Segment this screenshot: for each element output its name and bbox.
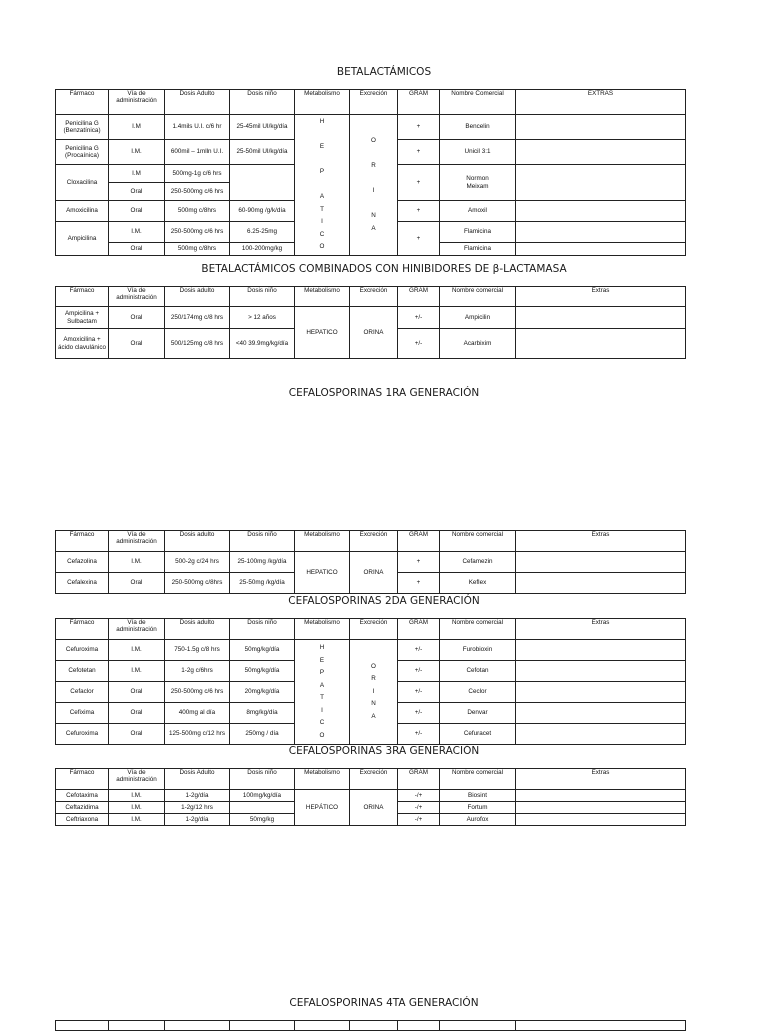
metabolismo-letter: T [320,694,324,701]
cell-dosis-adulto: 250/174mg c/8 hrs [165,307,230,329]
table-cefalosporinas-4ta [55,1020,686,1031]
excrecion-letter: I [372,687,375,695]
cell-gram: + [398,115,440,140]
cell-nombre-comercial: Furobioxin [440,640,516,661]
cell-empty [350,1021,398,1031]
header-extras: Extras [516,769,686,790]
cell-nombre-comercial: Ampicilin [440,307,516,329]
cell-dosis-adulto: 250-500mg c/6 hrs [165,183,230,201]
cell-dosis-nino: 20mg/kg/día [230,682,295,703]
cell-via: I.M. [109,552,165,573]
cell-dosis-adulto: 500mg c/8hrs [165,243,230,256]
cell-via: Oral [109,682,165,703]
header-gram: GRAM [398,769,440,790]
cell-nombre-comercial: Unicil 3:1 [440,140,516,165]
cell-extras [516,573,686,594]
excrecion-letter: N [371,212,376,219]
header-extras: Extras [516,287,686,307]
header-dosis-adulto: Dosis adulto [165,287,230,307]
section-title-betalactamicos: BETALACTÁMICOS [336,66,432,78]
header-farmaco: Fármaco [56,769,109,790]
section-title-cefalosporinas-1ra: CEFALOSPORINAS 1RA GENERACIÓN [288,387,480,399]
metabolismo-letter: A [319,681,325,689]
header-farmaco: Fármaco [56,287,109,307]
cell-via: Oral [109,183,165,201]
section-title-cefalosporinas-4ta: CEFALOSPORINAS 4TA GENERACIÓN [289,997,479,1009]
header-nombre-comercial: Nombre comercial [440,769,516,790]
header-metabolismo: Metabolismo [295,287,350,307]
cell-extras [516,115,686,140]
cell-dosis-adulto: 500mg c/8hrs [165,201,230,222]
cell-extras [516,814,686,826]
excrecion-letter: O [371,137,376,144]
cell-via: Oral [109,201,165,222]
cell-dosis-nino: 250mg / día [230,724,295,745]
cell-dosis-adulto: 750-1.5g c/8 hrs [165,640,230,661]
cell-dosis-nino: <40 39.9mg/kg/día [230,329,295,359]
header-gram: GRAM [398,531,440,552]
metabolismo-letter: A [319,193,325,201]
cell-extras [516,552,686,573]
metabolismo-letter: E [319,656,325,664]
cell-gram: -/+ [398,790,440,802]
cell-gram: + [398,165,440,201]
cell-nombre-comercial: Bencelin [440,115,516,140]
cell-dosis-nino: 100-200mg/kg [230,243,295,256]
cell-extras [516,703,686,724]
cell-gram: +/- [398,640,440,661]
header-nombre-comercial: Nombre comercial [440,531,516,552]
header-via: Vía de administración [109,619,165,640]
cell-via: I.M. [109,802,165,814]
cell-via: Oral [109,329,165,359]
cell-nombre-comercial: Cefotan [440,661,516,682]
metabolismo-letter: O [319,731,325,739]
brand-name: Normon [466,175,489,183]
cell-dosis-adulto: 250-500mg c/8hrs [165,573,230,594]
cell-nombre-comercial: Denvar [440,703,516,724]
header-farmaco: Fármaco [56,531,109,552]
cell-dosis-nino [230,802,295,814]
cell-dosis-nino: 25-100mg /kg/día [230,552,295,573]
header-metabolismo: Metabolismo [295,531,350,552]
cell-gram: -/+ [398,814,440,826]
cell-via: Oral [109,307,165,329]
cell-dosis-adulto: 600mil – 1mlln U.I. [165,140,230,165]
cell-dosis-nino: 50mg/kg/día [230,640,295,661]
header-via: Vía de administración [109,769,165,790]
cell-via: I.M. [109,222,165,243]
cell-empty [165,1021,230,1031]
header-gram: GRAM [398,90,440,115]
cell-metabolismo: HEPATICO [295,307,350,359]
header-dosis-adulto: Dosis Adulto [165,90,230,115]
cell-gram: +/- [398,307,440,329]
cell-farmaco: Cefuroxima [56,724,109,745]
cell-farmaco: Ceftazidima [56,802,109,814]
cell-via: Oral [109,243,165,256]
excrecion-letter: A [371,712,376,720]
cell-nombre-comercial: Aurofox [440,814,516,826]
header-dosis-adulto: Dosis adulto [165,619,230,640]
cell-via: I.M. [109,661,165,682]
cell-dosis-nino: > 12 años [230,307,295,329]
cell-dosis-nino [230,165,295,201]
cell-farmaco: Ampicilina [56,222,109,256]
table-row [56,307,686,329]
cell-nombre-comercial: Ceclor [440,682,516,703]
cell-extras [516,201,686,222]
cell-farmaco: Cefazolina [56,552,109,573]
table-row [56,790,686,802]
cell-via: Oral [109,724,165,745]
cell-farmaco: Amoxicilina [56,201,109,222]
metabolismo-letter: I [321,218,323,226]
metabolismo-letter: H [319,644,325,651]
header-nombre-comercial: Nombre Comercial [440,90,516,115]
cell-excrecion: ORINA [350,790,398,826]
header-dosis-nino: Dosis niño [230,90,295,115]
header-dosis-adulto: Dosis Adulto [165,769,230,790]
cell-dosis-nino: 25-50mil UI/kg/día [230,140,295,165]
cell-metabolismo [295,640,350,745]
cell-via: Oral [109,573,165,594]
metabolismo-letter: P [319,669,325,676]
cell-empty [295,1021,350,1031]
cell-extras [516,790,686,802]
cell-excrecion: ORINA [350,552,398,594]
cell-dosis-adulto: 250-500mg c/6 hrs [165,682,230,703]
cell-via: I.M [109,165,165,183]
cell-extras [516,640,686,661]
header-dosis-nino: Dosis niño [230,619,295,640]
excrecion-letter: I [372,187,375,194]
cell-via: I.M. [109,640,165,661]
cell-empty [516,1021,686,1031]
cell-excrecion [350,640,398,745]
cell-extras [516,802,686,814]
cell-farmaco: Cefotaxima [56,790,109,802]
metabolismo-letter: C [319,719,325,726]
metabolismo-letter: P [319,168,325,176]
cell-gram: + [398,140,440,165]
section-title-betalactamicos-combinados: BETALACTÁMICOS COMBINADOS CON HINIBIDORES DE β-LACTAMASA [201,263,567,275]
cell-extras [516,329,686,359]
cell-nombre-comercial: Amoxil [440,201,516,222]
table-cefalosporinas-3ra [55,768,686,826]
header-via: Vía de administración [109,287,165,307]
cell-farmaco: Ampicilina + Sulbactam [56,307,109,329]
table-cefalosporinas-1ra [55,530,686,594]
cell-dosis-adulto: 500mg-1g c/6 hrs [165,165,230,183]
cell-dosis-adulto: 500/125mg c/8 hrs [165,329,230,359]
cell-gram: +/- [398,703,440,724]
cell-farmaco: Cefaclor [56,682,109,703]
cell-via: I.M [109,115,165,140]
cell-empty [230,1021,295,1031]
cell-extras [516,165,686,201]
excrecion-letter: N [371,700,376,708]
cell-extras [516,682,686,703]
cell-farmaco: Cloxacilina [56,165,109,201]
brand-name: Meixam [466,182,489,190]
cell-dosis-nino: 50mg/kg/día [230,661,295,682]
cell-extras [516,661,686,682]
table-row [56,115,686,140]
cell-dosis-adulto: 1.4mils U.I. c/6 hr [165,115,230,140]
cell-nombre-comercial: Acarbixim [440,329,516,359]
header-excrecion: Excreción [350,769,398,790]
cell-nombre-comercial: Biosint [440,790,516,802]
cell-via: I.M. [109,814,165,826]
cell-nombre-comercial: Keflex [440,573,516,594]
cell-dosis-nino: 25-45mil UI/kg/día [230,115,295,140]
excrecion-letter: R [371,162,376,169]
table-betalactamicos-combinados [55,286,686,359]
excrecion-letter: A [371,224,376,232]
header-gram: GRAM [398,619,440,640]
cell-dosis-adulto: 400mg al día [165,703,230,724]
cell-farmaco: Cefalexina [56,573,109,594]
table-betalactamicos [55,89,686,256]
cell-empty [109,1021,165,1031]
header-excrecion: Excreción [350,619,398,640]
excrecion-letter: O [371,662,376,670]
cell-empty [56,1021,109,1031]
header-nombre-comercial: Nombre comercial [440,287,516,307]
cell-empty [440,1021,516,1031]
header-gram: GRAM [398,287,440,307]
cell-excrecion: ORINA [350,307,398,359]
cell-extras [516,243,686,256]
cell-farmaco: Amoxicilina + ácido clavulánico [56,329,109,359]
cell-nombre-comercial: Flamicina [440,243,516,256]
cell-nombre-comercial: Cefuracet [440,724,516,745]
section-title-cefalosporinas-2da: CEFALOSPORINAS 2DA GENERACIÓN [288,595,480,607]
header-farmaco: Fármaco [56,619,109,640]
cell-gram: +/- [398,329,440,359]
cell-gram: + [398,573,440,594]
header-extras: Extras [516,531,686,552]
cell-metabolismo [295,115,350,256]
table-row [56,552,686,573]
cell-gram: +/- [398,724,440,745]
cell-dosis-nino: 6.25-25mg [230,222,295,243]
metabolismo-letter: C [319,230,325,238]
cell-via: I.M. [109,140,165,165]
header-metabolismo: Metabolismo [295,619,350,640]
section-title-cefalosporinas-3ra: CEFALOSPORINAS 3RA GENERACIÓN [288,745,480,757]
cell-dosis-adulto: 1-2g/día [165,814,230,826]
header-metabolismo: Metabolismo [295,90,350,115]
header-extras: EXTRAS [516,90,686,115]
cell-gram: + [398,552,440,573]
cell-dosis-nino: 8mg/kg/día [230,703,295,724]
cell-dosis-nino: 25-50mg /kg/día [230,573,295,594]
cell-nombre-comercial: Flamicina [440,222,516,243]
header-dosis-nino: Dosis niño [230,531,295,552]
cell-metabolismo: HEPATICO [295,552,350,594]
header-metabolismo: Metabolismo [295,769,350,790]
cell-dosis-adulto: 500-2g c/24 hrs [165,552,230,573]
cell-dosis-adulto: 1-2g/12 hrs [165,802,230,814]
table-row [56,640,686,661]
header-extras: Extras [516,619,686,640]
header-dosis-nino: Dosis niño [230,769,295,790]
cell-gram: -/+ [398,802,440,814]
cell-dosis-adulto: 125-500mg c/12 hrs [165,724,230,745]
cell-farmaco: Ceftriaxona [56,814,109,826]
cell-dosis-nino: 100mg/kg/día [230,790,295,802]
header-dosis-adulto: Dosis adulto [165,531,230,552]
cell-farmaco: Penicilina G (Procaínica) [56,140,109,165]
header-nombre-comercial: Nombre comercial [440,619,516,640]
cell-nombre-comercial: Fortum [440,802,516,814]
metabolismo-letter: E [319,143,325,151]
header-excrecion: Excreción [350,90,398,115]
cell-gram: +/- [398,661,440,682]
cell-extras [516,724,686,745]
cell-extras [516,307,686,329]
cell-dosis-nino: 60-90mg /g/k/día [230,201,295,222]
table-cefalosporinas-2da [55,618,686,745]
header-via: Vía de administración [109,531,165,552]
metabolismo-letter: T [320,205,324,213]
cell-farmaco: Penicilina G (Benzatínica) [56,115,109,140]
cell-nombre-comercial [440,165,516,201]
cell-farmaco: Cefotetan [56,661,109,682]
cell-gram: + [398,201,440,222]
metabolismo-letter: I [321,706,323,714]
cell-gram: +/- [398,682,440,703]
cell-metabolismo: HEPÁTICO [295,790,350,826]
cell-empty [398,1021,440,1031]
cell-via: Oral [109,703,165,724]
cell-nombre-comercial: Cefamezin [440,552,516,573]
cell-dosis-adulto: 250-500mg c/6 hrs [165,222,230,243]
cell-excrecion [350,115,398,256]
header-excrecion: Excreción [350,287,398,307]
cell-farmaco: Cefixima [56,703,109,724]
metabolismo-letter: O [319,243,325,251]
header-excrecion: Excreción [350,531,398,552]
cell-dosis-adulto: 1-2g/día [165,790,230,802]
header-via: Vía de administración [109,90,165,115]
cell-gram: + [398,222,440,256]
excrecion-letter: R [371,675,376,683]
cell-dosis-adulto: 1-2g c/6hrs [165,661,230,682]
header-farmaco: Fármaco [56,90,109,115]
cell-extras [516,222,686,243]
cell-farmaco: Cefuroxima [56,640,109,661]
metabolismo-letter: H [319,118,325,126]
header-dosis-nino: Dosis niño [230,287,295,307]
cell-extras [516,140,686,165]
cell-via: I.M. [109,790,165,802]
cell-dosis-nino: 50mg/kg [230,814,295,826]
